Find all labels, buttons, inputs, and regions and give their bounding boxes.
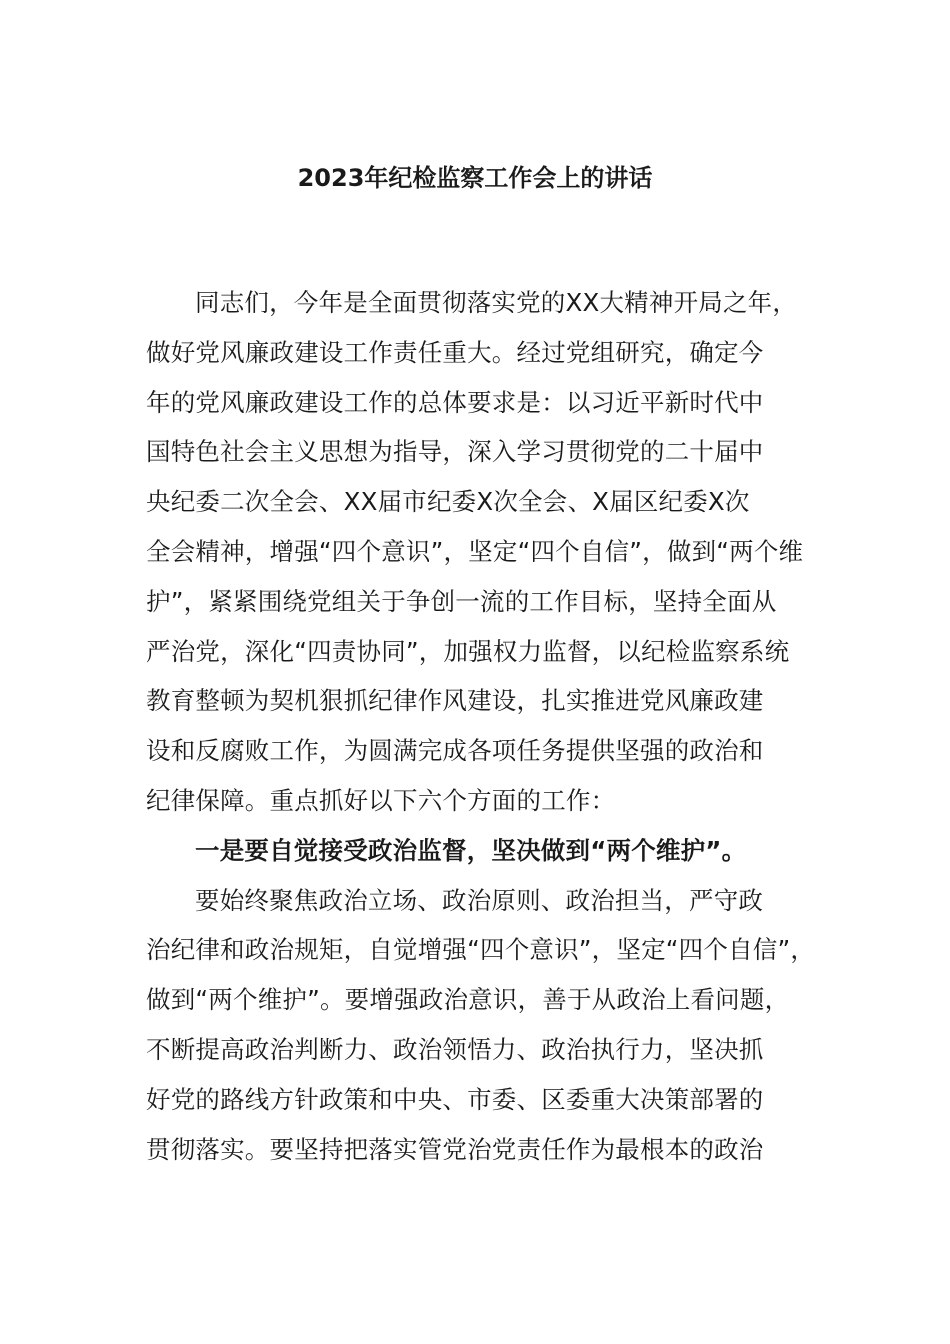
paragraph-line: 同志们，今年是全面贯彻落实党的XX大精神开局之年， — [195, 288, 798, 317]
paragraph-line: 年的党风廉政建设工作的总体要求是：以习近平新时代中 — [146, 387, 764, 417]
paragraph-line: 做到“两个维护”。要增强政治意识，善于从政治上看问题， — [146, 985, 790, 1015]
document-body — [146, 278, 836, 1174]
paragraph-line: 治纪律和政治规矩，自觉增强“四个意识”，坚定“四个自信”， — [146, 935, 816, 965]
section-heading: 一是要自觉接受政治监督，坚决做到“两个维护”。 — [195, 835, 747, 865]
document-title: 2023年纪检监察工作会上的讲话 — [297, 164, 653, 192]
paragraph-line: 不断提高政治判断力、政治领悟力、政治执行力，坚决抓 — [146, 1034, 764, 1064]
paragraph-line: 央纪委二次全会、XX届市纪委X次全会、X届区纪委X次 — [146, 487, 750, 517]
paragraph-line: 教育整顿为契机狠抓纪律作风建设，扎实推进党风廉政建 — [146, 686, 764, 716]
paragraph-line: 严治党，深化“四责协同”，加强权力监督，以纪检监察系统 — [146, 636, 790, 666]
paragraph-line: 国特色社会主义思想为指导，深入学习贯彻党的二十届中 — [146, 437, 764, 467]
paragraph-line: 贯彻落实。要坚持把落实管党治党责任作为最根本的政治 — [146, 1134, 764, 1164]
paragraph-line: 纪律保障。重点抓好以下六个方面的工作： — [146, 785, 616, 815]
paragraph-line: 护”，紧紧围绕党组关于争创一流的工作目标，坚持全面从 — [146, 586, 777, 616]
paragraph-line: 全会精神，增强“四个意识”，坚定“四个自信”，做到“两个维 — [146, 536, 804, 566]
paragraph-line: 做好党风廉政建设工作责任重大。经过党组研究，确定今 — [146, 337, 764, 367]
paragraph-line: 好党的路线方针政策和中央、市委、区委重大决策部署的 — [146, 1084, 764, 1114]
paragraph-line: 要始终聚焦政治立场、政治原则、政治担当，严守政 — [195, 885, 764, 915]
paragraph-line: 设和反腐败工作，为圆满完成各项任务提供坚强的政治和 — [146, 736, 764, 766]
